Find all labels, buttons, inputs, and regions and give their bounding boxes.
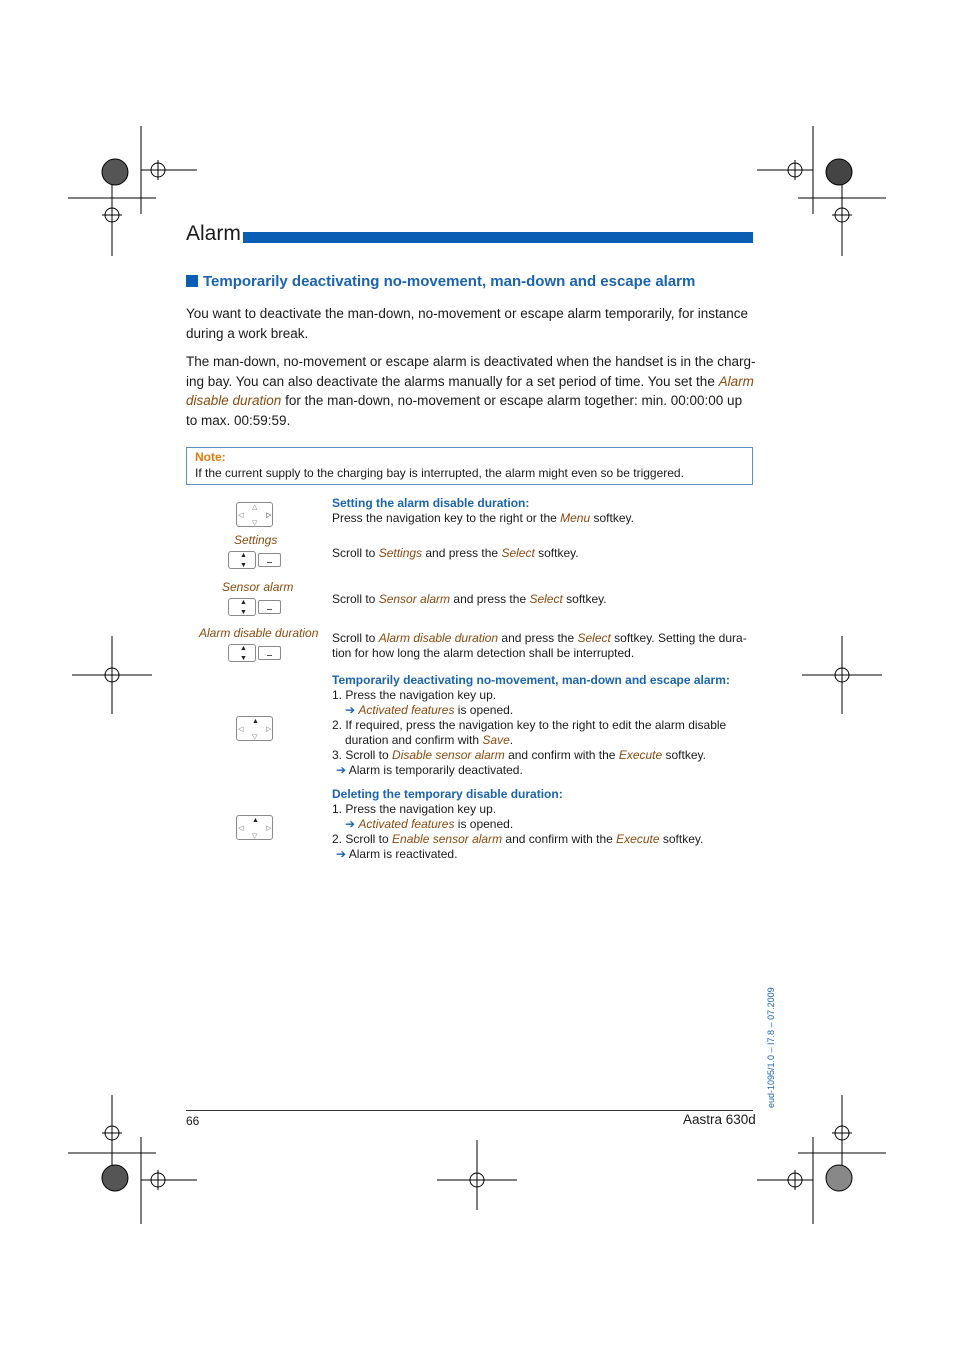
header-bar bbox=[243, 232, 753, 243]
intro-paragraph bbox=[186, 304, 756, 343]
para2-line3: disable duration for the man-down, no-movement or escape alarm together: min. 00:00:00 up bbox=[186, 393, 743, 408]
term-disable-duration: disable duration bbox=[186, 393, 282, 408]
section-title: Temporarily deactivating no-movement, man-down and escape alarm bbox=[203, 273, 696, 290]
page-number: 66 bbox=[186, 1114, 200, 1128]
step-heading-deactivate: Temporarily deactivating no-movement, man-down and escape alarm: bbox=[332, 673, 730, 687]
note-box bbox=[186, 447, 753, 485]
navigation-key-up-icon: ▲ ◁ ▷ ▽ bbox=[238, 817, 272, 840]
note-title: Note: bbox=[195, 450, 226, 464]
document-code: eud-1095/1.0 – I7.8 – 07.2009 bbox=[766, 987, 776, 1108]
navigation-key-icon: ▲ ▼ bbox=[228, 644, 256, 662]
term-alarm: Alarm bbox=[718, 373, 754, 389]
navigation-key-icon: ▲ ▼ bbox=[228, 598, 256, 616]
para2-line2: ing bay. You can also deactivate the alarms manually for a set period of time. You set the Alarm bbox=[186, 373, 754, 389]
step-heading-delete: Deleting the temporary disable duration: bbox=[332, 787, 563, 801]
navigation-key-up-icon: ▲ ◁ ▷ ▽ bbox=[238, 718, 272, 741]
step-1: Press the navigation key to the right or the Menu softkey. bbox=[332, 511, 634, 525]
step-4: Scroll to Alarm disable duration and press the Select softkey. Setting the dura- tion for how long the alarm detection shall be interrupted. bbox=[332, 631, 747, 660]
section-bullet-square bbox=[186, 275, 198, 287]
label-settings: Settings bbox=[234, 533, 278, 547]
step-2: Scroll to Settings and press the Select softkey. bbox=[332, 546, 579, 560]
navigation-key-icon: ▲ ▼ bbox=[228, 551, 256, 569]
step-heading-setting: Setting the alarm disable duration: bbox=[332, 496, 530, 510]
product-name: Aastra 630d bbox=[683, 1112, 756, 1127]
para2-line4: to max. 00:59:59. bbox=[186, 412, 291, 428]
label-alarm-disable-duration: Alarm disable duration bbox=[199, 626, 319, 640]
navigation-key-icon: △ ◁ ▷ ▽ bbox=[238, 504, 272, 527]
delete-steps: 1. Press the navigation key up. ➔ Activated features is opened. 2. Scroll to Enable sensor alarm and confirm with the Execute softkey. ➔ Alarm is reactivated. bbox=[332, 802, 704, 861]
intro-text: You want to deactivate the man-down, no-movement or escape alarm temporarily, for instance during a work break. bbox=[186, 306, 749, 341]
step-3: Scroll to Sensor alarm and press the Select softkey. bbox=[332, 592, 607, 606]
footer-rule bbox=[186, 1110, 753, 1111]
softkey-icon bbox=[258, 553, 281, 567]
softkey-icon bbox=[258, 646, 281, 660]
note-text: If the current supply to the charging bay is interrupted, the alarm might even so be triggered. bbox=[195, 466, 684, 480]
page-title: Alarm bbox=[186, 222, 241, 245]
para2-line1: The man-down, no-movement or escape alarm is deactivated when the handset is in the charg- bbox=[186, 354, 756, 369]
softkey-icon bbox=[258, 600, 281, 614]
label-sensor-alarm: Sensor alarm bbox=[222, 580, 294, 594]
deactivate-steps: 1. Press the navigation key up. ➔ Activated features is opened. 2. If required, press the navigation key to the right to edit the alarm disable duration and confirm with Save. 3. Scroll to Disable sensor alarm and confirm with the Execute softkey. ➔ Alarm is temporarily deactivated. bbox=[332, 688, 727, 777]
para2 bbox=[186, 352, 761, 430]
